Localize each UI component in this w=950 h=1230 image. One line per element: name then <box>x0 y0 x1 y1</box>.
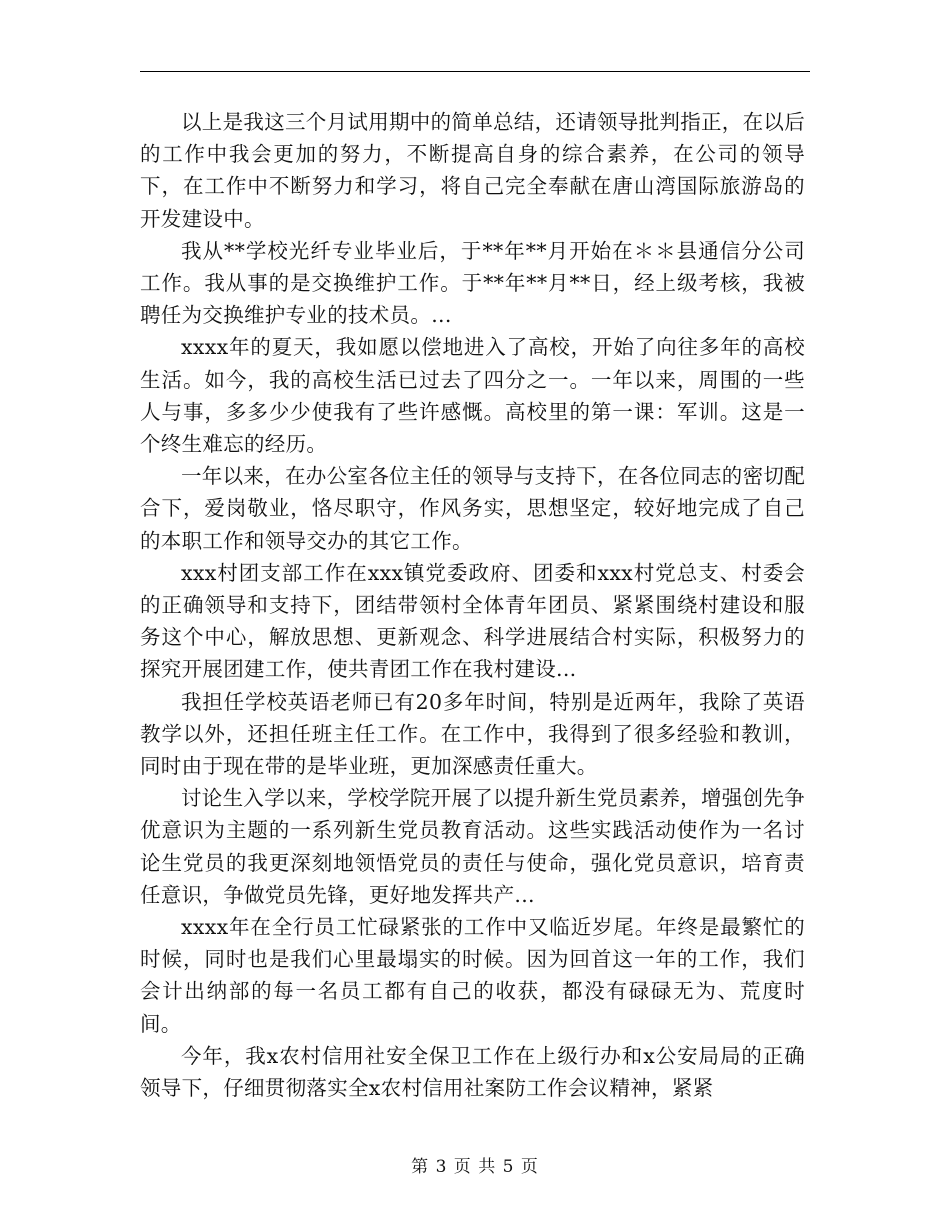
paragraph-2: 我从**学校光纤专业毕业后，于**年**月开始在＊＊县通信分公司工作。我从事的是交换维护工作。于**年**月**日，经上级考核，我被聘任为交换维护专业的技术员。... <box>140 238 805 328</box>
header-rule <box>140 71 810 72</box>
paragraph-8: xxxx年在全行员工忙碌紧张的工作中又临近岁尾。年终是最繁忙的时候，同时也是我们心里最塌实的时候。因为回首这一年的工作，我们会计出纳部的每一名员工都有自己的收获，都没有碌碌无为、荒度时间。 <box>140 915 805 1036</box>
paragraph-9: 今年，我x农村信用社安全保卫工作在上级行办和x公安局局的正确领导下，仔细贯彻落实全x农村信用社案防工作会议精神，紧紧 <box>140 1043 805 1101</box>
page-number: 第 3 页 共 5 页 <box>411 1157 539 1177</box>
paragraph-4: 一年以来，在办公室各位主任的领导与支持下，在各位同志的密切配合下，爱岗敬业，恪尽职守，作风务实，思想坚定，较好地完成了自己的本职工作和领导交办的其它工作。 <box>140 464 805 553</box>
page-footer <box>0 1152 950 1177</box>
paragraph-5: xxx村团支部工作在xxx镇党委政府、团委和xxx村党总支、村委会的正确领导和支持下，团结带领村全体青年团员、紧紧围绕村建设和服务这个中心，解放思想、更新观念、科学进展结合村实际，积极努力的探究开展团建工作，使共青团工作在我村建设... <box>140 560 805 682</box>
paragraph-6: 我担任学校英语老师已有20多年时间，特别是近两年，我除了英语教学以外，还担任班主任工作。在工作中，我得到了很多经验和教训，同时由于现在带的是毕业班，更加深感责任重大。 <box>140 689 805 779</box>
paragraph-7: 讨论生入学以来，学校学院开展了以提升新生党员素养，增强创先争优意识为主题的一系列新生党员教育活动。这些实践活动使作为一名讨论生党员的我更深刻地领悟党员的责任与使命，强化党员意识，培育责任意识，争做党员先锋，更好地发挥共产... <box>140 786 805 907</box>
document-body <box>140 106 805 1104</box>
paragraph-3: xxxx年的夏天，我如愿以偿地进入了高校，开始了向往多年的高校生活。如今，我的高校生活已过去了四分之一。一年以来，周围的一些人与事，多多少少使我有了些许感慨。高校里的第一课：军训。这是一个终生难忘的经历。 <box>140 335 805 457</box>
paragraph-1: 以上是我这三个月试用期中的简单总结，还请领导批判指正，在以后的工作中我会更加的努力，不断提高自身的综合素养，在公司的领导下，在工作中不断努力和学习，将自己完全奉献在唐山湾国际旅游岛的开发建设中。 <box>140 110 805 231</box>
